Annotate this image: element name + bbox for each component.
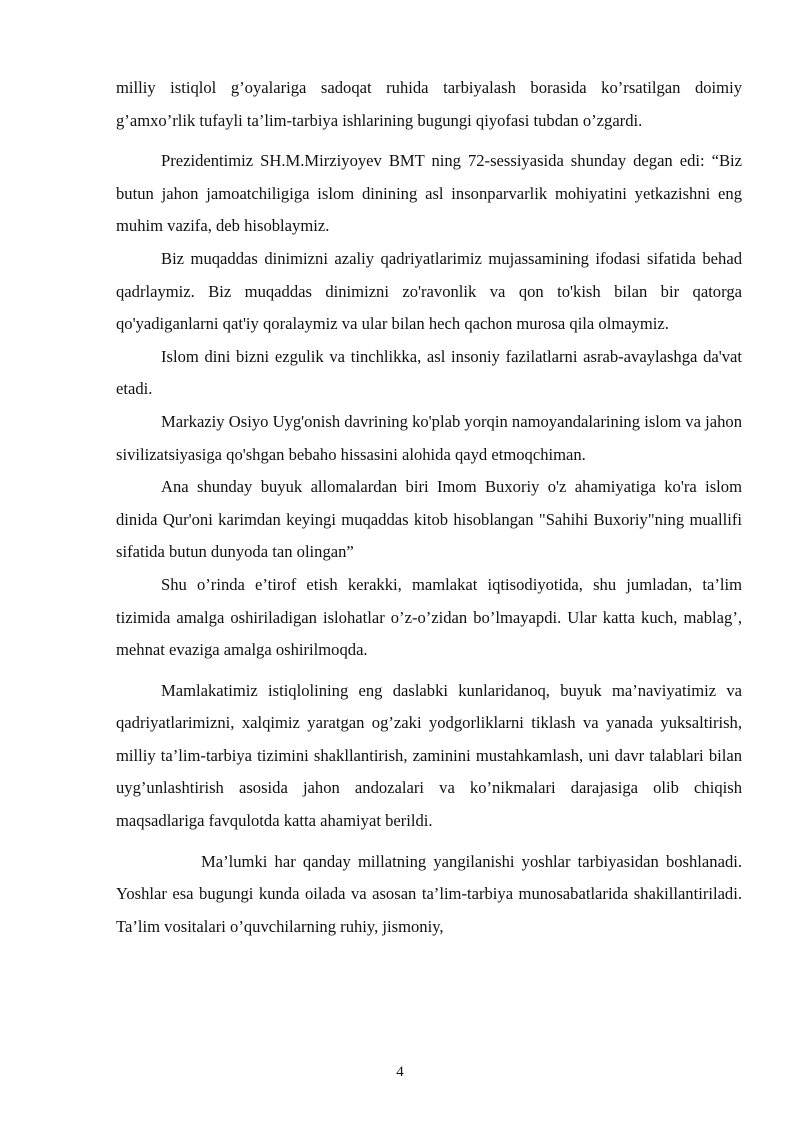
paragraph-9: Ma’lumki har qanday millatning yangilanishi yoshlar tarbiyasidan boshlanadi. Yoshlar esa bugungi kunda oilada va asosan ta’lim-tarbiya munosabatlarida shakillantiriladi. Ta’lim vositalari o’quvchilarning ruhiy, jismoniy, xyxy=(116,851,742,936)
page-number: 4 xyxy=(396,1064,404,1080)
paragraph-7: Shu o’rinda e’tirof etish kerakki, mamlakat iqtisodiyotida, shu jumladan, ta’lim tizimida amalga oshiriladigan islohatlar o’z-o’zidan bo’lmayapdi. Ular katta kuch, mablag’, mehnat evaziga amalga oshirilmoqda. xyxy=(116,574,742,660)
paragraph-5: Markaziy Osiyo Uyg'onish davrining ko'plab yorqin namoyandalarining islom va jahon sivilizatsiyasiga qo'shgan bebaho hissasini alohida qayd etmoqchiman. xyxy=(116,411,742,464)
paragraph-4: Islom dini bizni ezgulik va tinchlikka, asl insoniy fazilatlarni asrab-avaylashga da'vat etadi. xyxy=(116,346,742,399)
paragraph-1: milliy istiqlol g’oyalariga sadoqat ruhida tarbiyalash borasida ko’rsatilgan doimiy g’amxo’rlik tufayli ta’lim-tarbiya ishlarining bugungi qiyofasi tubdan o’zgardi. xyxy=(116,78,742,130)
paragraph-3: Biz muqaddas dinimizni azaliy qadriyatlarimiz mujassamining ifodasi sifatida behad qadrlaymiz. Biz muqaddas dinimizni zo'ravonlik va qon to'kish bilan bir qatorga qo'yadiganlarni qat'iy qoralaymiz va ular bilan hech qachon murosa qila olmaymiz. xyxy=(116,248,742,334)
paragraph-6: Ana shunday buyuk allomalardan biri Imom Buxoriy o'z ahamiyatiga ko'ra islom dinida Qur'oni karimdan keyingi muqaddas kitob hisoblangan "Sahihi Buxoriy"ning muallifi sifatida butun dunyoda tan olingan” xyxy=(116,477,742,562)
paragraph-8: Mamlakatimiz istiqlolining eng daslabki kunlaridanoq, buyuk ma’naviyatimiz va qadriyatlarimizni, xalqimiz yaratgan og’zaki yodgorliklarni tiklash va yanada yuksaltirish, milliy ta’lim-tarbiya tizimini shakllantirish, zaminini mustahkamlash, uni davr talablari bilan uyg’unlashtirish asosida jahon andozalari va ko’nikmalari darajasiga olib chiqish maqsadlariga favqulotda katta ahamiyat berildi. xyxy=(116,680,742,831)
body-text xyxy=(116,72,742,943)
paragraph-2: Prezidentimiz SH.M.Mirziyoyev BMT ning 72-sessiyasida shunday degan edi: “Biz butun jahon jamoatchiligiga islom dinining asl insonparvarlik mohiyatini yetkazishni eng muhim vazifa, deb hisoblaymiz. xyxy=(116,151,742,236)
